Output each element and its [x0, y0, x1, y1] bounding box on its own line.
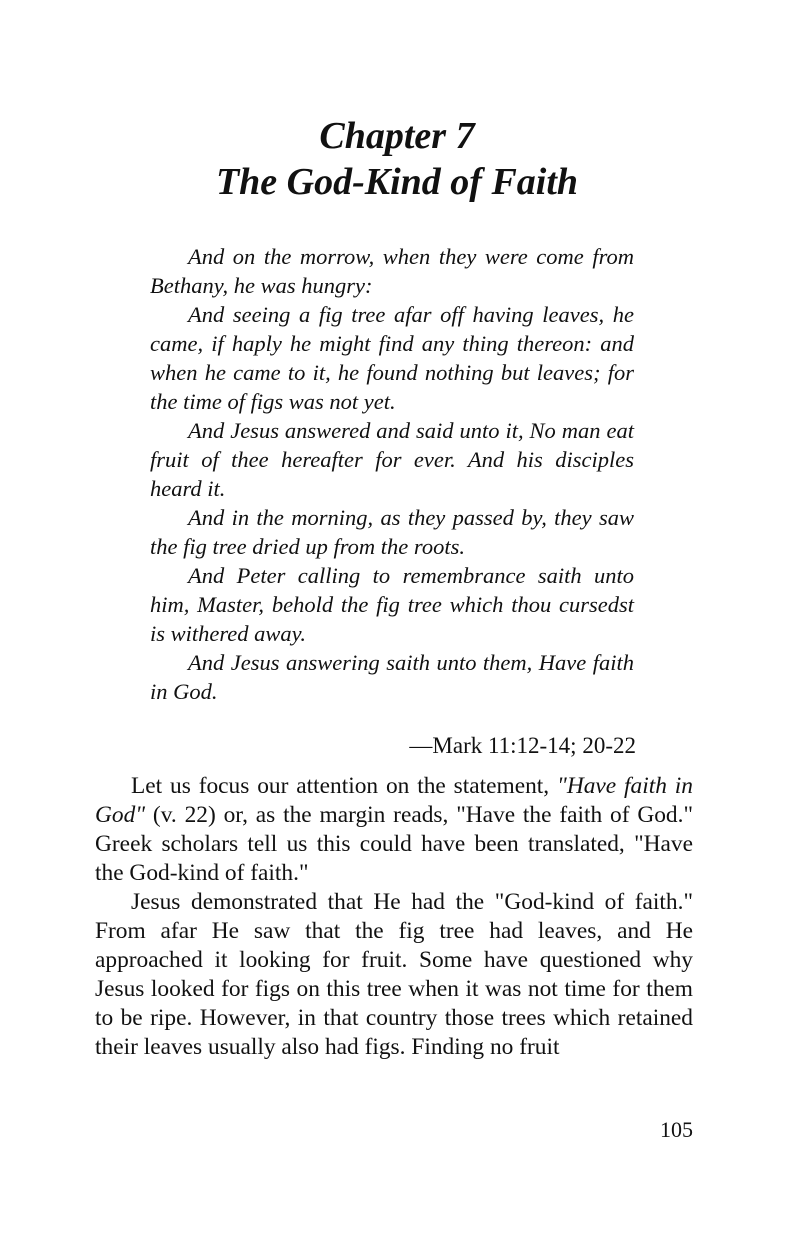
scripture-quote	[150, 242, 634, 706]
scripture-verse: And seeing a fig tree afar off having leaves, he came, if haply he might find any thing thereon: and when he came to it, he found nothing but leaves; for the time of figs was not yet.	[150, 302, 634, 414]
body-paragraph-rest: (v. 22) or, as the margin reads, "Have the faith of God." Greek scholars tell us this could have been translated, "Have the God-kind of faith."	[95, 802, 693, 886]
body-paragraph-start: Let us focus our attention on the statement,	[131, 773, 558, 799]
body-paragraph	[95, 772, 693, 888]
scripture-verse: And Peter calling to remembrance saith unto him, Master, behold the fig tree which thou cursedst is withered away.	[150, 563, 634, 646]
chapter-title: The God-Kind of Faith	[215, 161, 579, 203]
scripture-verse: And Jesus answering saith unto them, Have faith in God.	[150, 650, 634, 704]
body-text	[95, 772, 693, 1062]
chapter-heading	[0, 113, 788, 205]
page-number: 105	[660, 1117, 693, 1142]
scripture-verse: And Jesus answered and said unto it, No man eat fruit of thee hereafter for ever. And his disciples heard it.	[150, 418, 634, 501]
scripture-verse: And in the morning, as they passed by, they saw the fig tree dried up from the roots.	[150, 505, 634, 559]
chapter-number: Chapter 7	[319, 115, 475, 157]
body-paragraph-quote: "Have faith in God"	[95, 773, 693, 828]
body-paragraph: Jesus demonstrated that He had the "God-kind of faith." From afar He saw that the fig tree had leaves, and He approached it looking for fruit. Some have questioned why Jesus looked for figs on this tree when it was not time for them to be ripe. However, in that country those trees which retained their leaves usually also had figs. Finding no fruit	[95, 889, 693, 1060]
scripture-reference: —Mark 11:12-14; 20-22	[409, 733, 636, 758]
scripture-verse: And on the morrow, when they were come from Bethany, he was hungry:	[150, 244, 634, 298]
